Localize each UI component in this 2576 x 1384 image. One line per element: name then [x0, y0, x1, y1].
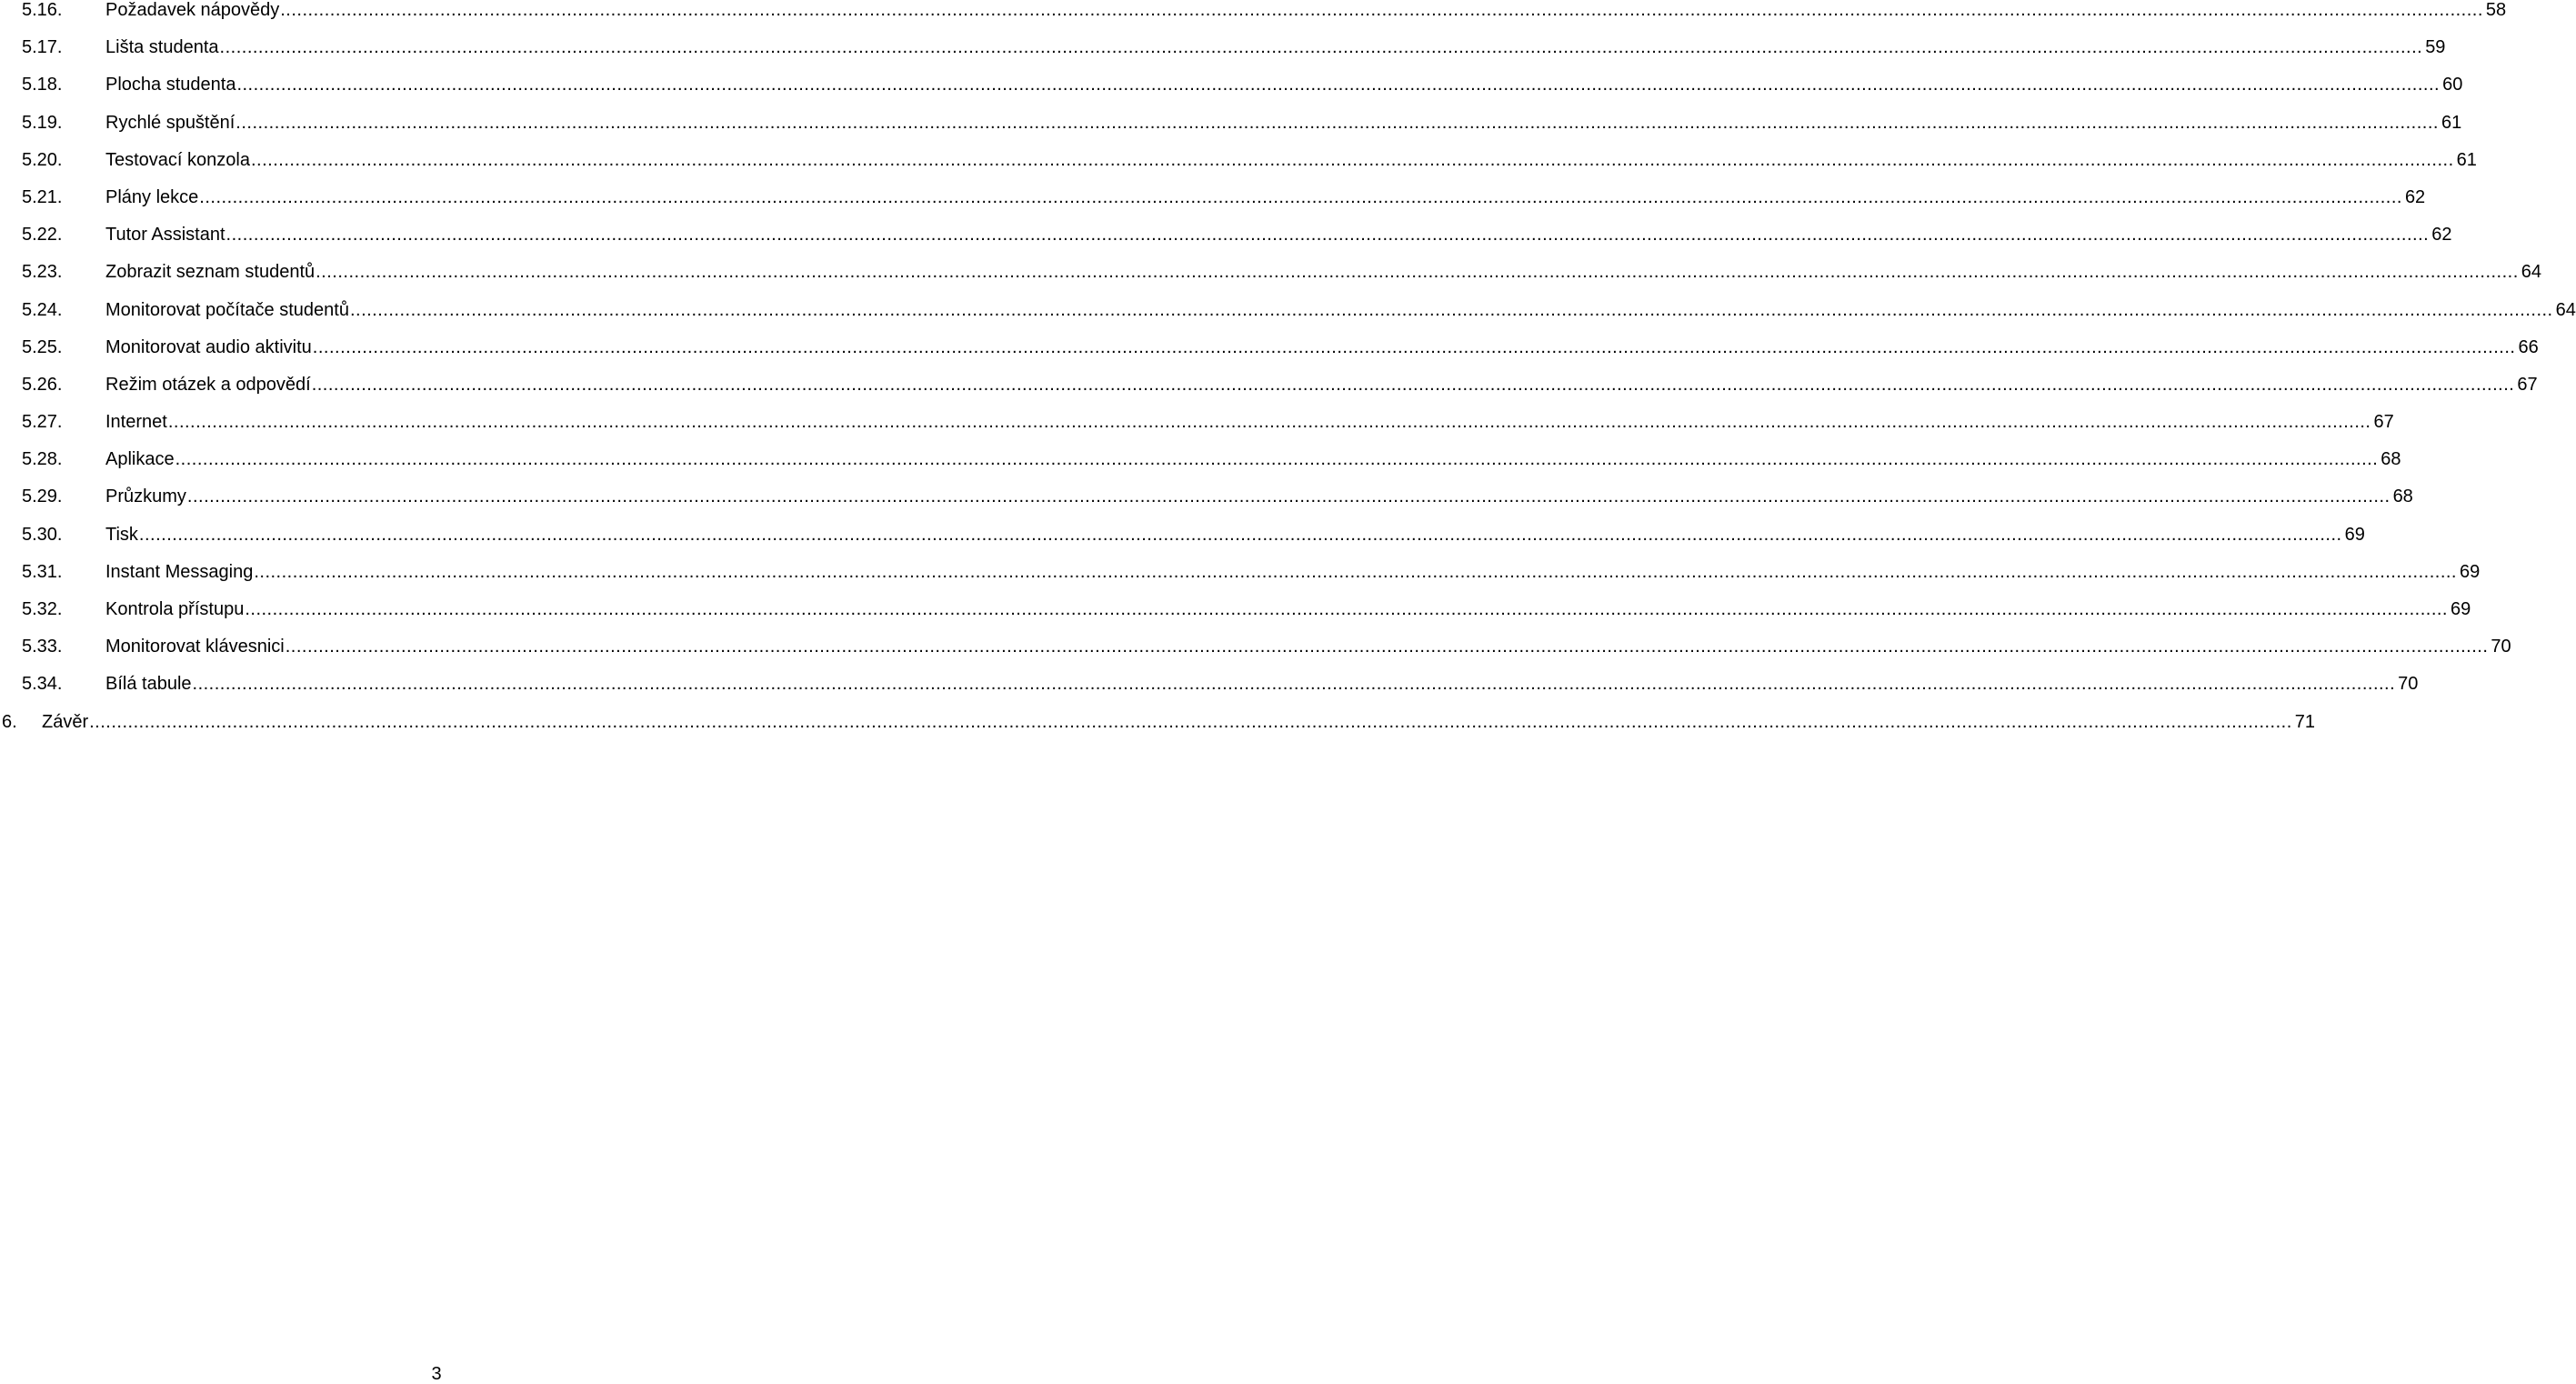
toc-dot-leader: ................................................................................................................................................................................................................................................................................................................................................................................................................ [219, 37, 2423, 58]
toc-entry-page: 71 [2294, 711, 2316, 732]
toc-entry[interactable] [0, 149, 2477, 187]
toc-entry-page: 62 [2404, 186, 2426, 207]
toc-dot-leader: ................................................................................................................................................................................................................................................................................................................................................................................................................ [186, 486, 2391, 507]
toc-entry-line [105, 262, 2542, 283]
toc-entry[interactable] [0, 225, 2452, 262]
toc-entry-page: 67 [2517, 374, 2538, 395]
toc-entry-number: 5.26. [22, 374, 63, 395]
toc-dot-leader: ................................................................................................................................................................................................................................................................................................................................................................................................................ [254, 561, 2457, 582]
toc-dot-leader: ................................................................................................................................................................................................................................................................................................................................................................................................................ [316, 262, 2519, 283]
toc-entry-line [105, 336, 2539, 357]
toc-entry-page: 61 [2456, 149, 2477, 170]
toc-entry-page: 58 [2485, 0, 2507, 20]
toc-entry[interactable] [0, 112, 2462, 150]
toc-entry-line [105, 486, 2413, 507]
toc-entry[interactable] [0, 561, 2481, 599]
toc-entry-title[interactable]: Závěr [42, 711, 89, 732]
toc-entry-line [105, 75, 2463, 95]
toc-entry[interactable] [0, 674, 2419, 711]
toc-entry[interactable] [0, 711, 2316, 749]
toc-entry-number: 5.34. [22, 674, 63, 695]
toc-entry-title[interactable]: Plány lekce [105, 186, 199, 207]
toc-entry-page: 69 [2450, 599, 2471, 619]
toc-entry-number: 5.24. [22, 299, 63, 320]
toc-dot-leader: ................................................................................................................................................................................................................................................................................................................................................................................................................ [167, 412, 2371, 433]
toc-entry[interactable] [0, 186, 2426, 225]
toc-entry[interactable] [0, 299, 2576, 337]
toc-dot-leader: ................................................................................................................................................................................................................................................................................................................................................................................................................ [285, 637, 2489, 657]
toc-entry-page: 70 [2398, 674, 2419, 695]
toc-entry-line [105, 674, 2419, 695]
toc-entry-title[interactable]: Požadavek nápovědy [105, 0, 280, 20]
toc-entry-number: 5.19. [22, 112, 63, 133]
toc-entry-number: 5.30. [22, 524, 63, 545]
toc-entry-page: 64 [2555, 299, 2576, 320]
toc-entry-page: 66 [2518, 336, 2539, 357]
toc-dot-leader: ................................................................................................................................................................................................................................................................................................................................................................................................................ [192, 674, 2396, 695]
toc-entry-number: 5.23. [22, 262, 63, 283]
toc-entry-title[interactable]: Bílá tabule [105, 674, 192, 695]
toc-entry-line [105, 449, 2401, 470]
toc-entry[interactable] [0, 374, 2538, 412]
toc-entry-title[interactable]: Instant Messaging [105, 561, 254, 582]
toc-dot-leader: ................................................................................................................................................................................................................................................................................................................................................................................................................ [199, 186, 2402, 207]
toc-entry-number: 5.21. [22, 186, 63, 207]
toc-dot-leader: ................................................................................................................................................................................................................................................................................................................................................................................................................ [89, 711, 2292, 732]
toc-entry-number: 5.29. [22, 486, 63, 507]
toc-entry-title[interactable]: Monitorovat klávesnici [105, 637, 285, 657]
toc-dot-leader: ................................................................................................................................................................................................................................................................................................................................................................................................................ [250, 149, 2454, 170]
toc-entry-line [105, 599, 2471, 619]
toc-entry-title[interactable]: Aplikace [105, 449, 175, 470]
toc-entry-line [105, 112, 2462, 133]
toc-entry-number: 5.31. [22, 561, 63, 582]
toc-entry-page: 68 [2392, 486, 2413, 507]
toc-entry-page: 68 [2381, 449, 2401, 470]
toc-dot-leader: ................................................................................................................................................................................................................................................................................................................................................................................................................ [311, 374, 2515, 395]
toc-entry-title[interactable]: Režim otázek a odpovědí [105, 374, 311, 395]
toc-entry-line [105, 0, 2507, 20]
toc-entry-line [105, 412, 2394, 433]
toc-entry-number: 5.16. [22, 0, 63, 20]
toc-entry-page: 70 [2491, 637, 2511, 657]
toc-entry-title[interactable]: Tutor Assistant [105, 225, 226, 246]
toc-entry-line [105, 37, 2446, 58]
toc-entry-page: 69 [2459, 561, 2481, 582]
toc-entry[interactable] [0, 524, 2365, 562]
toc-entry-page: 59 [2425, 37, 2446, 58]
toc-entry[interactable] [0, 37, 2446, 75]
toc-entry-number: 5.17. [22, 37, 63, 58]
toc-entry-number: 5.32. [22, 599, 63, 619]
toc-entry-page: 60 [2442, 75, 2463, 95]
toc-entry-title[interactable]: Monitorovat audio aktivitu [105, 336, 312, 357]
toc-entry[interactable] [0, 412, 2394, 449]
toc-entry-number: 5.28. [22, 449, 63, 470]
toc-entry-line [105, 524, 2365, 545]
toc-entry-page: 62 [2431, 225, 2452, 246]
toc-entry[interactable] [0, 449, 2401, 486]
toc-dot-leader: ................................................................................................................................................................................................................................................................................................................................................................................................................ [175, 449, 2379, 470]
toc-entry-line [105, 374, 2538, 395]
toc-entry-title[interactable]: Rychlé spuštění [105, 112, 236, 133]
toc-entry-title[interactable]: Tisk [105, 524, 138, 545]
toc-entry-number: 5.18. [22, 75, 63, 95]
toc-entry-title[interactable]: Internet [105, 412, 167, 433]
toc-dot-leader: ................................................................................................................................................................................................................................................................................................................................................................................................................ [236, 112, 2439, 133]
toc-entry-line [105, 637, 2511, 657]
toc-entry[interactable] [0, 486, 2413, 524]
toc-entry-title[interactable]: Průzkumy [105, 486, 186, 507]
toc-entry[interactable] [0, 637, 2511, 674]
toc-entry-page: 67 [2373, 412, 2394, 433]
toc-entry[interactable] [0, 75, 2463, 112]
toc-dot-leader: ................................................................................................................................................................................................................................................................................................................................................................................................................ [236, 75, 2441, 95]
toc-entry-number: 5.20. [22, 149, 63, 170]
toc-entry-line [105, 225, 2452, 246]
toc-dot-leader: ................................................................................................................................................................................................................................................................................................................................................................................................................ [245, 599, 2448, 619]
toc-entry-page: 69 [2344, 524, 2365, 545]
toc-entry-title[interactable]: Testovací konzola [105, 149, 250, 170]
toc-entry-line [105, 149, 2477, 170]
toc-dot-leader: ................................................................................................................................................................................................................................................................................................................................................................................................................ [138, 524, 2342, 545]
toc-entry-line [105, 299, 2576, 320]
toc-entry-number: 5.27. [22, 412, 63, 433]
toc-entry-number: 5.25. [22, 336, 63, 357]
toc-entry[interactable] [0, 262, 2542, 299]
toc-entry-number: 5.33. [22, 637, 63, 657]
toc-entry-number: 6. [2, 711, 17, 732]
toc-entry-page: 61 [2441, 112, 2462, 133]
toc-dot-leader: ................................................................................................................................................................................................................................................................................................................................................................................................................ [226, 225, 2430, 246]
toc-entry-title[interactable]: Lišta studenta [105, 37, 219, 58]
toc-entry-title[interactable]: Plocha studenta [105, 75, 236, 95]
toc-entry[interactable] [0, 336, 2539, 375]
page-number: 3 [431, 1364, 442, 1384]
toc-entry-number: 5.22. [22, 225, 63, 246]
toc-dot-leader: ................................................................................................................................................................................................................................................................................................................................................................................................................ [280, 0, 2483, 20]
toc-entry-line [105, 561, 2481, 582]
toc-entry-title[interactable]: Zobrazit seznam studentů [105, 262, 316, 283]
toc-dot-leader: ................................................................................................................................................................................................................................................................................................................................................................................................................ [349, 299, 2553, 320]
toc-entry[interactable] [0, 0, 2507, 37]
toc-dot-leader: ................................................................................................................................................................................................................................................................................................................................................................................................................ [312, 336, 2516, 357]
toc-entry-line [105, 186, 2426, 207]
toc-entry-title[interactable]: Monitorovat počítače studentů [105, 299, 349, 320]
toc-entry-page: 64 [2521, 262, 2542, 283]
toc-entry[interactable] [0, 599, 2471, 637]
toc-entry-line [42, 711, 2316, 732]
toc-entry-title[interactable]: Kontrola přístupu [105, 599, 245, 619]
